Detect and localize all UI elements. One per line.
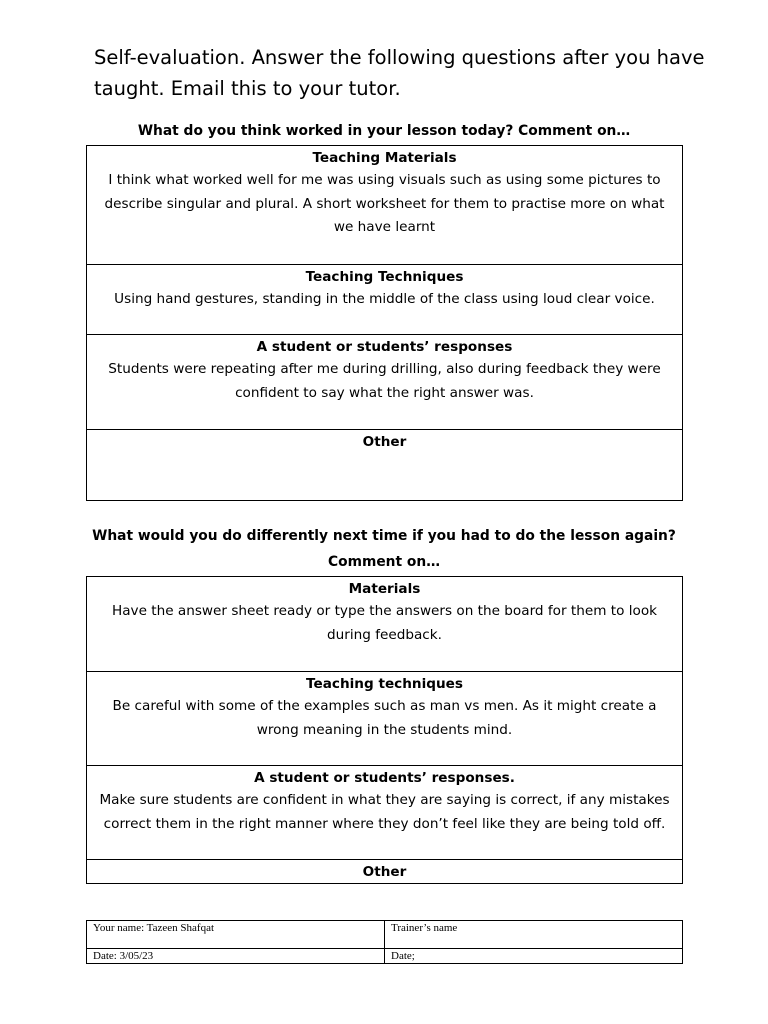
row-label: Teaching techniques: [306, 676, 463, 692]
table-row: [87, 335, 682, 430]
table-row: [87, 766, 682, 860]
section2-heading-line1: What would you do differently next time if you had to do the lesson again?: [92, 528, 676, 544]
page-title: Self-evaluation. Answer the following questions after you have taught. Email this to your tutor.: [94, 46, 705, 100]
section2-table: [86, 576, 683, 884]
table-row: [87, 146, 682, 265]
section1-heading: What do you think worked in your lesson today? Comment on…: [137, 123, 631, 139]
date-field-left: Date: 3/05/23: [87, 949, 385, 964]
table-row: [87, 577, 682, 672]
table-row: [87, 672, 682, 766]
row-label: Other: [362, 864, 407, 880]
row-text: Make sure students are confident in what they are saying is correct, if any mistakes correct them in the right manner where they don’t feel like they are being told off.: [99, 792, 670, 832]
row-label: Teaching Materials: [312, 150, 457, 166]
row-label: A student or students’ responses: [256, 339, 513, 355]
row-label: Teaching Techniques: [305, 269, 464, 285]
row-label: A student or students’ responses.: [254, 770, 515, 786]
section2-heading-line2: Comment on…: [327, 554, 441, 570]
row-text: Using hand gestures, standing in the middle of the class using loud clear voice.: [114, 291, 655, 307]
date-field-right: Date;: [385, 949, 683, 964]
row-text: Be careful with some of the examples such as man vs men. As it might create a wrong meaning in the students mind.: [112, 698, 657, 738]
table-row: [87, 265, 682, 335]
section1-table: [86, 145, 683, 501]
row-text: Students were repeating after me during drilling, also during feedback they were confident to say what the right answer was.: [108, 361, 661, 401]
row-label: Other: [362, 434, 407, 450]
row-text: Have the answer sheet ready or type the answers on the board for them to look during feedback.: [111, 603, 658, 643]
table-row: [87, 430, 682, 500]
signature-table: [86, 920, 683, 964]
row-text: I think what worked well for me was using visuals such as using some pictures to describe singular and plural. A short worksheet for them to practise more on what we have learnt: [104, 172, 665, 235]
table-row: [87, 860, 682, 883]
row-label: Materials: [348, 581, 421, 597]
trainer-name-field: Trainer’s name: [385, 921, 683, 949]
your-name-field: Your name: Tazeen Shafqat: [87, 921, 385, 949]
